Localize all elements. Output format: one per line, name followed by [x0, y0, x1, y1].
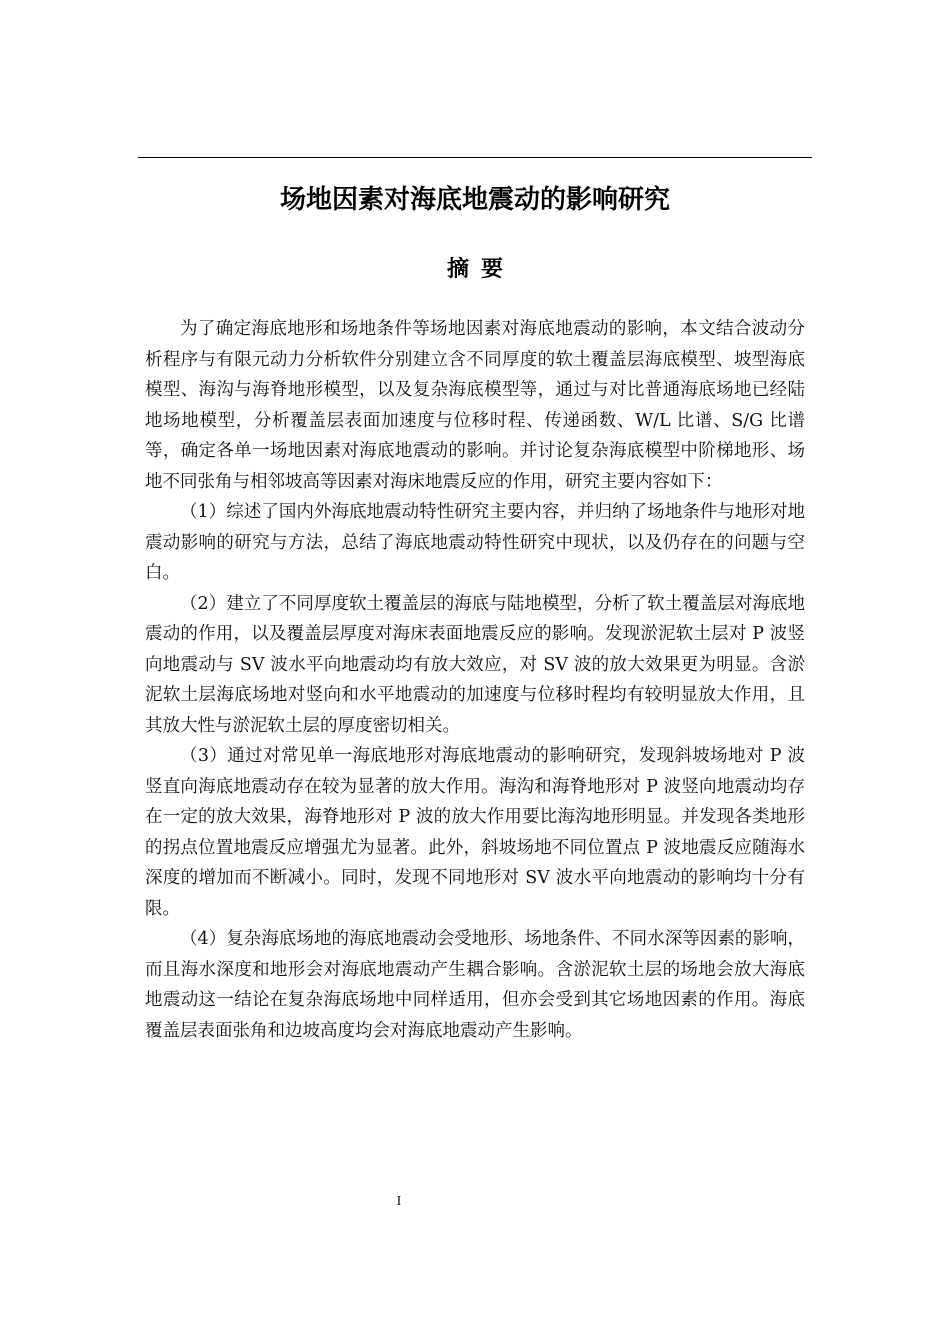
abstract-intro-paragraph: 为了确定海底地形和场地条件等场地因素对海底地震动的影响，本文结合波动分析程序与有限元动力分析软件分别建立含不同厚度的软土覆盖层海底模型、坡型海底模型、海沟与海脊地形模型，以及复杂海底模型等，通过与对比普通海底场地已经陆地场地模型，分析覆盖层表面加速度与位移时程、传递函数、W/L 比谱、S/G 比谱等，确定各单一场地因素对海底地震动的影响。并讨论复杂海底模型中阶梯地形、场地不同张角与相邻坡高等因素对海床地震反应的作用，研究主要内容如下： — [145, 319, 805, 492]
header-rule — [138, 157, 812, 158]
abstract-body — [145, 314, 805, 1046]
paper-title: 场地因素对海底地震动的影响研究 — [279, 185, 670, 215]
page-number: I — [396, 1194, 402, 1209]
abstract-heading: 摘要 — [446, 257, 515, 282]
abstract-point-1: （1）综述了国内外海底地震动特性研究主要内容，并归纳了场地条件与地形对地震动影响的研究与方法，总结了海底地震动特性研究中现状，以及仍存在的问题与空白。 — [145, 502, 805, 583]
abstract-point-2: （2）建立了不同厚度软土覆盖层的海底与陆地模型，分析了软土覆盖层对海底地震动的作用，以及覆盖层厚度对海床表面地震反应的影响。发现淤泥软土层对 P 波竖向地震动与 SV 波水平向地震动均有放大效应，对 SV 波的放大效果更为明显。含淤泥软土层海底场地对竖向和水平地震动的加速度与位移时程均有较明显放大作用，且其放大性与淤泥软土层的厚度密切相关。 — [145, 593, 805, 736]
abstract-point-4: （4）复杂海底场地的海底地震动会受地形、场地条件、不同水深等因素的影响，而且海水深度和地形会对海底地震动产生耦合影响。含淤泥软土层的场地会放大海底地震动这一结论在复杂海底场地中同样适用，但亦会受到其它场地因素的作用。海底覆盖层表面张角和边坡高度均会对海底地震动产生影响。 — [145, 929, 805, 1041]
abstract-point-3: （3）通过对常见单一海底地形对海底地震动的影响研究，发现斜坡场地对 P 波竖直向海底地震动存在较为显著的放大作用。海沟和海脊地形对 P 波竖向地震动均存在一定的放大效果，海脊地形对 P 波的放大作用要比海沟地形明显。并发现各类地形的拐点位置地震反应增强尤为显著。此外，斜坡场地不同位置点 P 波地震反应随海水深度的增加而不断减小。同时，发现不同地形对 SV 波水平向地震动的影响均十分有限。 — [145, 746, 805, 919]
